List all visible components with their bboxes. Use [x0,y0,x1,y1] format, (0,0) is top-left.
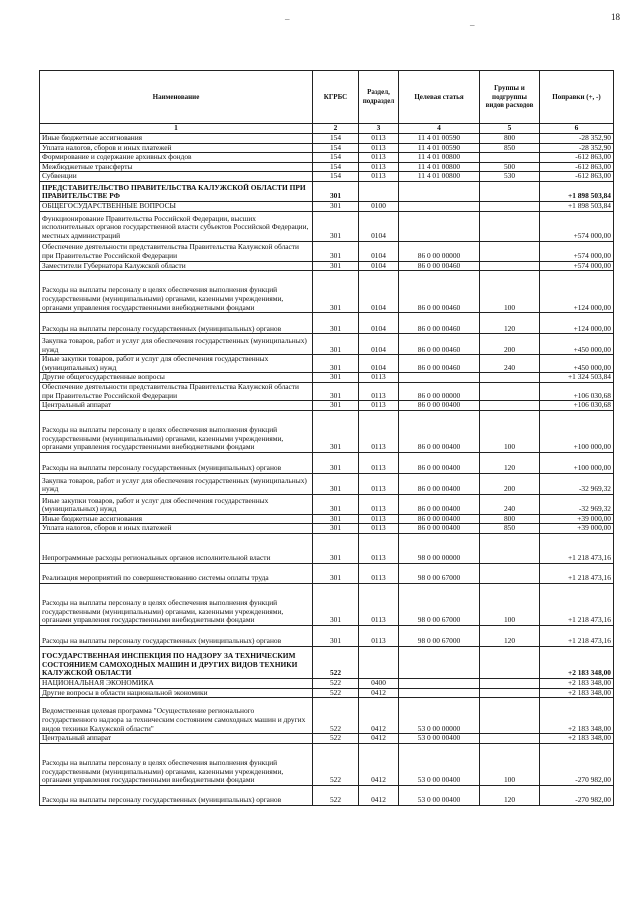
column-index: 5 [480,124,540,134]
row-section: 0113 [359,382,399,400]
row-target: 53 0 00 00400 [399,743,480,785]
column-index: 6 [540,124,614,134]
row-target: 53 0 00 00400 [399,734,480,744]
row-name: Непрограммные расходы региональных органов исполнительной власти [40,533,313,563]
row-target: 86 0 00 00460 [399,261,480,271]
row-section: 0412 [359,698,399,734]
row-amend: +574 000,00 [540,261,614,271]
row-target: 86 0 00 00460 [399,334,480,355]
row-amend: -270 982,00 [540,785,614,805]
row-section: 0104 [359,261,399,271]
table-row [40,373,614,383]
row-amend: +1 218 473,16 [540,533,614,563]
row-group: 120 [480,785,540,805]
row-section [359,181,399,201]
row-section: 0113 [359,162,399,172]
row-kgrbs: 301 [313,271,359,313]
scan-mark: – [285,14,290,24]
row-group [480,211,540,241]
row-amend: +1 218 473,16 [540,563,614,583]
row-group [480,678,540,688]
row-name: Обеспечение деятельности представительства Правительства Калужской области при Правительстве Российской Федерации [40,241,313,261]
row-target: 98 0 00 67000 [399,563,480,583]
row-kgrbs: 154 [313,172,359,182]
row-group: 100 [480,743,540,785]
row-target: 86 0 00 00400 [399,494,480,514]
row-group [480,241,540,261]
row-name: Закупка товаров, работ и услуг для обеспечения государственных (муниципальных) нужд [40,473,313,494]
row-kgrbs: 301 [313,583,359,625]
table-row [40,201,614,211]
row-kgrbs: 301 [313,563,359,583]
row-kgrbs: 301 [313,355,359,373]
table-row [40,678,614,688]
row-group: 200 [480,334,540,355]
row-target: 98 0 00 67000 [399,625,480,646]
row-kgrbs: 522 [313,646,359,678]
row-section: 0412 [359,688,399,698]
row-kgrbs: 154 [313,162,359,172]
row-name: Уплата налогов, сборов и иных платежей [40,143,313,153]
row-kgrbs: 301 [313,241,359,261]
row-section: 0113 [359,524,399,534]
row-section: 0104 [359,334,399,355]
row-name: ПРЕДСТАВИТЕЛЬСТВО ПРАВИТЕЛЬСТВА КАЛУЖСКОЙ ОБЛАСТИ ПРИ ПРАВИТЕЛЬСТВЕ РФ [40,181,313,201]
row-target [399,201,480,211]
row-name: Формирование и содержание архивных фондов [40,153,313,163]
row-group [480,401,540,411]
row-group [480,261,540,271]
row-kgrbs: 522 [313,734,359,744]
row-amend: +1 898 503,84 [540,201,614,211]
row-name: Расходы на выплаты персоналу государственных (муниципальных) органов [40,313,313,334]
row-group [480,373,540,383]
row-amend: -612 863,00 [540,162,614,172]
row-kgrbs: 301 [313,181,359,201]
row-kgrbs: 522 [313,678,359,688]
row-section: 0412 [359,734,399,744]
row-section: 0113 [359,473,399,494]
row-name: ГОСУДАРСТВЕННАЯ ИНСПЕКЦИЯ ПО НАДЗОРУ ЗА ТЕХНИЧЕСКИМ СОСТОЯНИЕМ САМОХОДНЫХ МАШИН И ДРУГИХ ВИДОВ ТЕХНИКИ КАЛУЖСКОЙ ОБЛАСТИ [40,646,313,678]
row-group: 850 [480,143,540,153]
row-target: 86 0 00 00400 [399,401,480,411]
row-amend: +1 324 503,84 [540,373,614,383]
row-section: 0113 [359,401,399,411]
row-group: 120 [480,625,540,646]
row-target [399,211,480,241]
row-section: 0104 [359,355,399,373]
table-row [40,382,614,400]
row-section [359,646,399,678]
table-body [40,134,614,806]
row-amend: -612 863,00 [540,172,614,182]
row-amend: +39 000,00 [540,524,614,534]
table-row [40,271,614,313]
row-section: 0104 [359,313,399,334]
row-section: 0113 [359,172,399,182]
row-amend: +1 218 473,16 [540,625,614,646]
table-row [40,134,614,144]
row-name: Центральный аппарат [40,401,313,411]
column-index: 4 [399,124,480,134]
row-group: 240 [480,494,540,514]
row-amend: +1 898 503,84 [540,181,614,201]
table-row [40,153,614,163]
header-name: Наименование [40,71,313,124]
row-section: 0113 [359,514,399,524]
row-target: 86 0 00 00400 [399,452,480,473]
row-target: 11 4 01 00800 [399,172,480,182]
row-section: 0113 [359,373,399,383]
row-group [480,201,540,211]
row-section: 0113 [359,563,399,583]
row-target: 11 4 01 00590 [399,143,480,153]
row-amend: -32 969,32 [540,494,614,514]
row-group [480,698,540,734]
row-group [480,382,540,400]
table-row [40,785,614,805]
row-name: Обеспечение деятельности представительства Правительства Калужской области при Правительстве Российской Федерации [40,382,313,400]
row-amend: +450 000,00 [540,334,614,355]
row-group [480,734,540,744]
table-row [40,533,614,563]
row-group: 500 [480,162,540,172]
row-name: Реализация мероприятий по совершенствованию системы оплаты труда [40,563,313,583]
row-target: 98 0 00 67000 [399,583,480,625]
row-kgrbs: 301 [313,261,359,271]
row-kgrbs: 301 [313,201,359,211]
row-kgrbs: 154 [313,153,359,163]
row-target: 11 4 01 00590 [399,134,480,144]
table-row [40,494,614,514]
row-name: Функционирование Правительства Российской Федерации, высших исполнительных органов государственной власти субъектов Российской Федерации, местных администраций [40,211,313,241]
row-name: Расходы на выплаты персоналу государственных (муниципальных) органов [40,785,313,805]
table-row [40,743,614,785]
row-amend: -32 969,32 [540,473,614,494]
row-kgrbs: 522 [313,688,359,698]
row-amend: -612 863,00 [540,153,614,163]
row-kgrbs: 301 [313,373,359,383]
row-kgrbs: 154 [313,143,359,153]
column-index: 2 [313,124,359,134]
row-kgrbs: 301 [313,473,359,494]
row-name: Другие вопросы в области национальной экономики [40,688,313,698]
row-target: 86 0 00 00400 [399,514,480,524]
row-name: Уплата налогов, сборов и иных платежей [40,524,313,534]
header-kgrbs: КГРБС [313,71,359,124]
row-group: 100 [480,271,540,313]
row-target: 86 0 00 00400 [399,524,480,534]
column-index-row [40,124,614,134]
row-amend: +2 183 348,00 [540,688,614,698]
row-kgrbs: 154 [313,134,359,144]
row-section: 0104 [359,271,399,313]
table-row [40,401,614,411]
table-row [40,355,614,373]
row-kgrbs: 301 [313,494,359,514]
table-row [40,313,614,334]
row-name: Заместители Губернатора Калужской области [40,261,313,271]
table-row [40,473,614,494]
row-amend: +106 030,68 [540,382,614,400]
row-name: Другие общегосударственные вопросы [40,373,313,383]
row-name: Субвенции [40,172,313,182]
row-target [399,646,480,678]
row-group: 200 [480,473,540,494]
table-row [40,646,614,678]
row-section: 0113 [359,134,399,144]
row-name: Расходы на выплаты персоналу в целях обеспечения выполнения функций государственными (муниципальными) органами, казенными учреждениями, органами управления государственными внебюджетными фондами [40,583,313,625]
row-group: 120 [480,313,540,334]
row-kgrbs: 522 [313,698,359,734]
row-target: 86 0 00 00000 [399,241,480,261]
row-name: Закупка товаров, работ и услуг для обеспечения государственных (муниципальных) нужд [40,334,313,355]
row-name: ОБЩЕГОСУДАРСТВЕННЫЕ ВОПРОСЫ [40,201,313,211]
row-kgrbs: 301 [313,533,359,563]
row-section: 0113 [359,494,399,514]
row-group: 240 [480,355,540,373]
row-group: 800 [480,134,540,144]
table-row [40,563,614,583]
row-group [480,181,540,201]
row-kgrbs: 301 [313,401,359,411]
scan-mark: – [470,20,475,30]
table-row [40,698,614,734]
row-name: Расходы на выплаты персоналу государственных (муниципальных) органов [40,452,313,473]
table-row [40,181,614,201]
row-kgrbs: 301 [313,313,359,334]
row-amend: +106 030,68 [540,401,614,411]
row-kgrbs: 301 [313,410,359,452]
row-section: 0104 [359,211,399,241]
row-amend: +2 183 348,00 [540,646,614,678]
row-amend: +2 183 348,00 [540,734,614,744]
row-amend: -28 352,90 [540,134,614,144]
row-group [480,688,540,698]
row-section: 0412 [359,743,399,785]
table-row [40,514,614,524]
row-name: Иные закупки товаров, работ и услуг для обеспечения государственных (муниципальных) нужд [40,494,313,514]
row-amend: +124 000,00 [540,271,614,313]
row-section: 0113 [359,625,399,646]
table-row [40,452,614,473]
table-header-row [40,71,614,124]
row-name: Расходы на выплаты персоналу в целях обеспечения выполнения функций государственными (муниципальными) органами, казенными учреждениями, органами управления государственными внебюджетными фондами [40,271,313,313]
table-row [40,583,614,625]
row-group [480,533,540,563]
row-target [399,373,480,383]
row-amend: -270 982,00 [540,743,614,785]
row-group [480,563,540,583]
header-target: Целевая статья [399,71,480,124]
row-amend: +124 000,00 [540,313,614,334]
row-name: Иные бюджетные ассигнования [40,134,313,144]
table-row [40,410,614,452]
row-target: 53 0 00 00000 [399,698,480,734]
table-row [40,334,614,355]
row-target: 11 4 01 00800 [399,162,480,172]
row-kgrbs: 301 [313,452,359,473]
table-row [40,143,614,153]
row-section: 0113 [359,583,399,625]
row-target: 11 4 01 00800 [399,153,480,163]
row-amend: +450 000,00 [540,355,614,373]
table-row [40,211,614,241]
row-name: НАЦИОНАЛЬНАЯ ЭКОНОМИКА [40,678,313,688]
column-index: 1 [40,124,313,134]
row-group: 100 [480,583,540,625]
row-section: 0113 [359,533,399,563]
row-name: Межбюджетные трансферты [40,162,313,172]
row-amend: +2 183 348,00 [540,698,614,734]
row-group: 530 [480,172,540,182]
row-target [399,181,480,201]
row-group: 120 [480,452,540,473]
row-target: 86 0 00 00400 [399,410,480,452]
row-target: 86 0 00 00400 [399,473,480,494]
row-amend: +2 183 348,00 [540,678,614,688]
table-row [40,172,614,182]
row-name: Центральный аппарат [40,734,313,744]
row-name: Ведомственная целевая программа "Осуществление регионального государственного надзора за техническим состоянием самоходных машин и других видов техники Калужской области" [40,698,313,734]
table-row [40,734,614,744]
row-kgrbs: 301 [313,625,359,646]
header-amend: Поправки (+, -) [540,71,614,124]
row-kgrbs: 522 [313,785,359,805]
budget-amendments-table [39,70,614,806]
row-group: 100 [480,410,540,452]
column-index: 3 [359,124,399,134]
row-section: 0113 [359,143,399,153]
row-kgrbs: 301 [313,211,359,241]
row-section: 0113 [359,452,399,473]
table-row [40,241,614,261]
page-number: 18 [611,12,620,22]
row-kgrbs: 301 [313,382,359,400]
row-section: 0113 [359,410,399,452]
row-section: 0400 [359,678,399,688]
row-amend: +574 000,00 [540,211,614,241]
row-kgrbs: 301 [313,514,359,524]
row-amend: +1 218 473,16 [540,583,614,625]
row-section: 0100 [359,201,399,211]
table-row [40,261,614,271]
row-target: 86 0 00 00460 [399,355,480,373]
row-target: 86 0 00 00000 [399,382,480,400]
row-amend: +100 000,00 [540,452,614,473]
header-section: Раздел, подраздел [359,71,399,124]
row-section: 0412 [359,785,399,805]
row-kgrbs: 301 [313,334,359,355]
table-row [40,162,614,172]
row-section: 0104 [359,241,399,261]
row-target: 98 0 00 00000 [399,533,480,563]
row-amend: +100 000,00 [540,410,614,452]
row-group: 850 [480,524,540,534]
row-amend: +574 000,00 [540,241,614,261]
row-kgrbs: 301 [313,524,359,534]
header-groups: Группы и подгруппы видов расходов [480,71,540,124]
row-group [480,153,540,163]
row-name: Расходы на выплаты персоналу государственных (муниципальных) органов [40,625,313,646]
row-name: Иные закупки товаров, работ и услуг для обеспечения государственных (муниципальных) нужд [40,355,313,373]
row-amend: +39 000,00 [540,514,614,524]
row-amend: -28 352,90 [540,143,614,153]
table-row [40,625,614,646]
row-target: 86 0 00 00460 [399,271,480,313]
row-kgrbs: 522 [313,743,359,785]
table-row [40,524,614,534]
row-name: Иные бюджетные ассигнования [40,514,313,524]
row-name: Расходы на выплаты персоналу в целях обеспечения выполнения функций государственными (муниципальными) органами, казенными учреждениями, органами управления государственными внебюджетными фондами [40,410,313,452]
row-target: 86 0 00 00460 [399,313,480,334]
row-name: Расходы на выплаты персоналу в целях обеспечения выполнения функций государственными (муниципальными) органами, казенными учреждениями, органами управления государственными внебюджетными фондами [40,743,313,785]
row-target [399,688,480,698]
row-target [399,678,480,688]
table-row [40,688,614,698]
row-target: 53 0 00 00400 [399,785,480,805]
row-group [480,646,540,678]
row-section: 0113 [359,153,399,163]
row-group: 800 [480,514,540,524]
